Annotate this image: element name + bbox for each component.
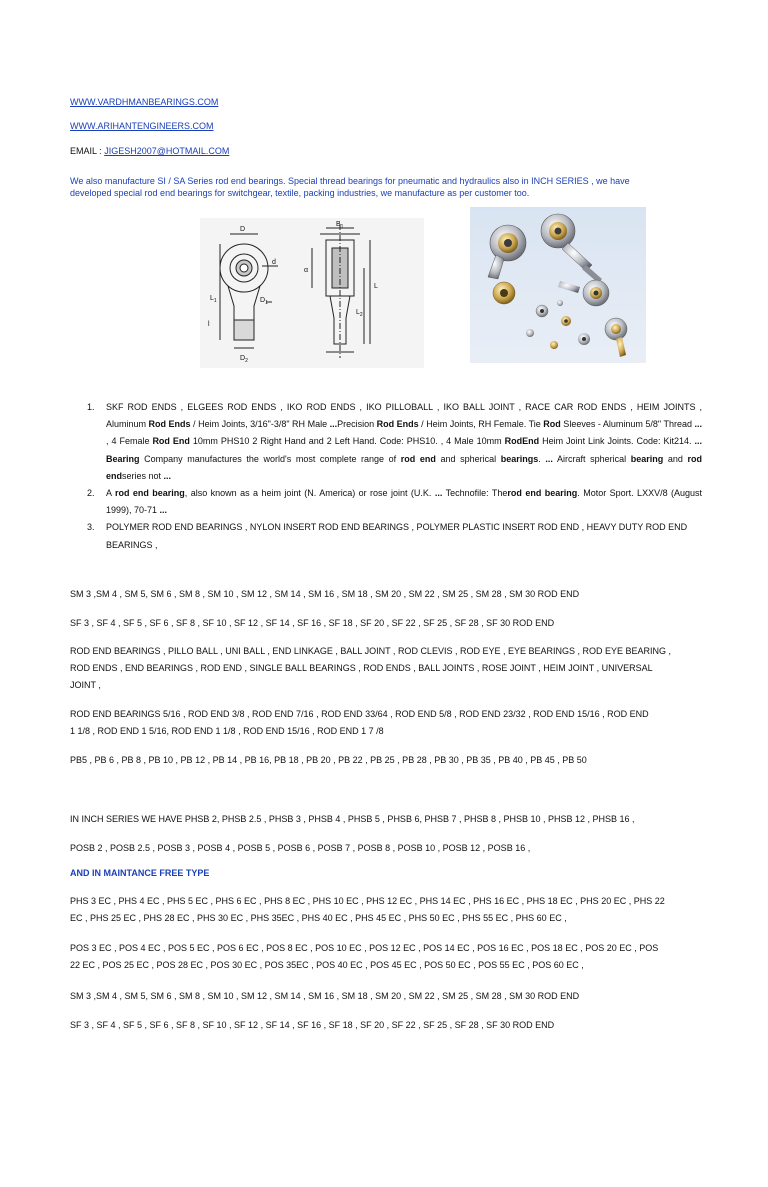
- sm-series-line: SM 3 ,SM 4 , SM 5, SM 6 , SM 8 , SM 10 , SM 12 , SM 14 , SM 16 , SM 18 , SM 20 , SM 22 , SM 25 , SM 28 , SM 30 ROD END: [70, 589, 580, 599]
- sf-series-line: SF 3 , SF 4 , SF 5 , SF 6 , SF 8 , SF 10 , SF 12 , SF 14 , SF 16 , SF 18 , SF 20 , SF 22 , SF 25 , SF 28 , SF 30 ROD END: [70, 618, 555, 628]
- site-link-arihant[interactable]: [70, 120, 214, 132]
- inch-line-2: 1 1/8 , ROD END 1 5/16, ROD END 1 1/8 , ROD END 15/16 , ROD END 1 7 /8: [70, 726, 384, 736]
- phs-line-2: EC , PHS 25 EC , PHS 28 EC , PHS 30 EC , PHS 35EC , PHS 40 EC , PHS 45 EC , PHS 50 EC , PHS 55 EC , PHS 60 EC ,: [70, 913, 567, 923]
- label-L1: $L_1$: [210, 295, 217, 304]
- sf-series-line-2: SF 3 , SF 4 , SF 5 , SF 6 , SF 8 , SF 10 , SF 12 , SF 14 , SF 16 , SF 18 , SF 20 , SF 22 , SF 25 , SF 28 , SF 30 ROD END: [70, 1020, 555, 1030]
- list-item-3: 3. POLYMER ROD END BEARINGS , NYLON INSERT ROD END BEARINGS , POLYMER PLASTIC INSERT ROD END , HEAVY DUTY ROD END BEARINGS ,: [106, 519, 702, 553]
- label-D: D: [240, 226, 246, 233]
- email-label: EMAIL :: [70, 146, 105, 156]
- list-number-3: 3.: [87, 522, 95, 533]
- label-L2: $L_2$: [356, 309, 363, 318]
- names-paragraph: [70, 643, 702, 694]
- inch-sizes-paragraph: [70, 706, 702, 740]
- email-link[interactable]: JIGESH2007@HOTMAIL.COM: [104, 146, 230, 156]
- names-line-1: ROD END BEARINGS , PILLO BALL , UNI BALL , END LINKAGE , BALL JOINT , ROD CLEVIS , ROD EYE , EYE BEARINGS , ROD EYE BEARING ,: [70, 646, 672, 656]
- list-number-1: 1.: [87, 402, 95, 412]
- pos-line-2: 22 EC , POS 25 EC , POS 28 EC , POS 30 EC , POS 35EC , POS 40 EC , POS 45 EC , POS 50 EC , POS 55 EC , POS 60 EC ,: [70, 960, 584, 970]
- site-link-vardhman[interactable]: [70, 96, 218, 108]
- phs-ec-paragraph: [70, 893, 702, 927]
- list-item-1: 1. SKF ROD ENDS , ELGEES ROD ENDS , IKO ROD ENDS , IKO PILLOBALL , IKO BALL JOINT , RACE CAR ROD ENDS , HEIM JOINTS , Aluminum Rod Ends / Heim Joints, 3/16"-3/8" RH Male ...Precision Rod Ends / Heim Joints, RH Female. Tie Rod Sleeves - Aluminum 5/8" Thread ... , 4 Female Rod End 10mm PHS10 2 Right Hand and 2 Left Hand. Code: PHS10. , 4 Male 10mm RodEnd Heim Joint Link Joints. Code: Kit214. ... Bearing Company manufactures the world's most complete range of rod end and spherical bearings. ... Aircraft spherical bearing and rod endseries not ...: [106, 399, 702, 485]
- inch-line-1: ROD END BEARINGS 5/16 , ROD END 3/8 , ROD END 7/16 , ROD END 33/64 , ROD END 5/8 , ROD END 23/32 , ROD END 15/16 , ROD END: [70, 709, 649, 719]
- label-l: l: [208, 321, 210, 328]
- intro-line-1: We also manufacture SI / SA Series rod end bearings. Special thread bearings for pneumatic and hydraulics also in INCH SERIES , we have: [70, 176, 630, 186]
- list-number-2: 2.: [87, 488, 95, 499]
- rod-end-technical-drawing: [200, 218, 424, 368]
- phs-line-1: PHS 3 EC , PHS 4 EC , PHS 5 EC , PHS 6 EC , PHS 8 EC , PHS 10 EC , PHS 12 EC , PHS 14 EC , PHS 16 EC , PHS 18 EC , PHS 20 EC , PHS 22: [70, 896, 665, 906]
- list-item-2: 2. A rod end bearing, also known as a heim joint (N. America) or rose joint (U.K. ... Technofile: Therod end bearing. Motor Sport. LXXV/8 (August 1999), 70-71 ...: [106, 485, 702, 519]
- pos-ec-paragraph: [70, 940, 702, 974]
- label-D2: $D_2$: [240, 355, 248, 364]
- intro-paragraph: [70, 175, 702, 199]
- site-link-arihant-text[interactable]: WWW.ARIHANTENGINEERS.COM: [70, 121, 214, 131]
- pb-series-line: PB5 , PB 6 , PB 8 , PB 10 , PB 12 , PB 14 , PB 16, PB 18 , PB 20 , PB 22 , PB 25 , PB 28 , PB 30 , PB 35 , PB 40 , PB 45 , PB 50: [70, 755, 587, 765]
- email-line: [70, 145, 229, 157]
- label-B1: $B_1$: [336, 221, 344, 230]
- bearing-list: [70, 399, 702, 554]
- label-L: L: [374, 283, 378, 290]
- names-line-3: JOINT ,: [70, 680, 101, 690]
- posb-series-line: POSB 2 , POSB 2.5 , POSB 3 , POSB 4 , POSB 5 , POSB 6 , POSB 7 , POSB 8 , POSB 10 , POSB 12 , POSB 16 ,: [70, 843, 531, 853]
- phsb-series-line: IN INCH SERIES WE HAVE PHSB 2, PHSB 2.5 , PHSB 3 , PHSB 4 , PHSB 5 , PHSB 6, PHSB 7 , PHSB 8 , PHSB 10 , PHSB 12 , PHSB 16 ,: [70, 814, 635, 824]
- pos-line-1: POS 3 EC , POS 4 EC , POS 5 EC , POS 6 EC , POS 8 EC , POS 10 EC , POS 12 EC , POS 14 EC , POS 16 EC , POS 18 EC , POS 20 EC , POS: [70, 943, 659, 953]
- sm-series-line-2: SM 3 ,SM 4 , SM 5, SM 6 , SM 8 , SM 10 , SM 12 , SM 14 , SM 16 , SM 18 , SM 20 , SM 22 , SM 25 , SM 28 , SM 30 ROD END: [70, 991, 580, 1001]
- label-d: d: [272, 259, 276, 266]
- intro-line-2: developed special rod end bearings for switchgear, textile, packing industries, we manufacture as per customer too.: [70, 188, 530, 198]
- label-alpha: α: [304, 267, 309, 274]
- rod-end-bearings-photo: [470, 207, 646, 363]
- names-line-2: ROD ENDS , END BEARINGS , ROD END , SINGLE BALL BEARINGS , ROD ENDS , BALL JOINTS , ROSE JOINT , HEIM JOINT , UNIVERSAL: [70, 663, 653, 673]
- site-link-vardhman-text[interactable]: WWW.VARDHMANBEARINGS.COM: [70, 97, 219, 107]
- maintenance-free-heading: AND IN MAINTANCE FREE TYPE: [70, 868, 210, 878]
- label-D1: $D_1$: [260, 297, 268, 306]
